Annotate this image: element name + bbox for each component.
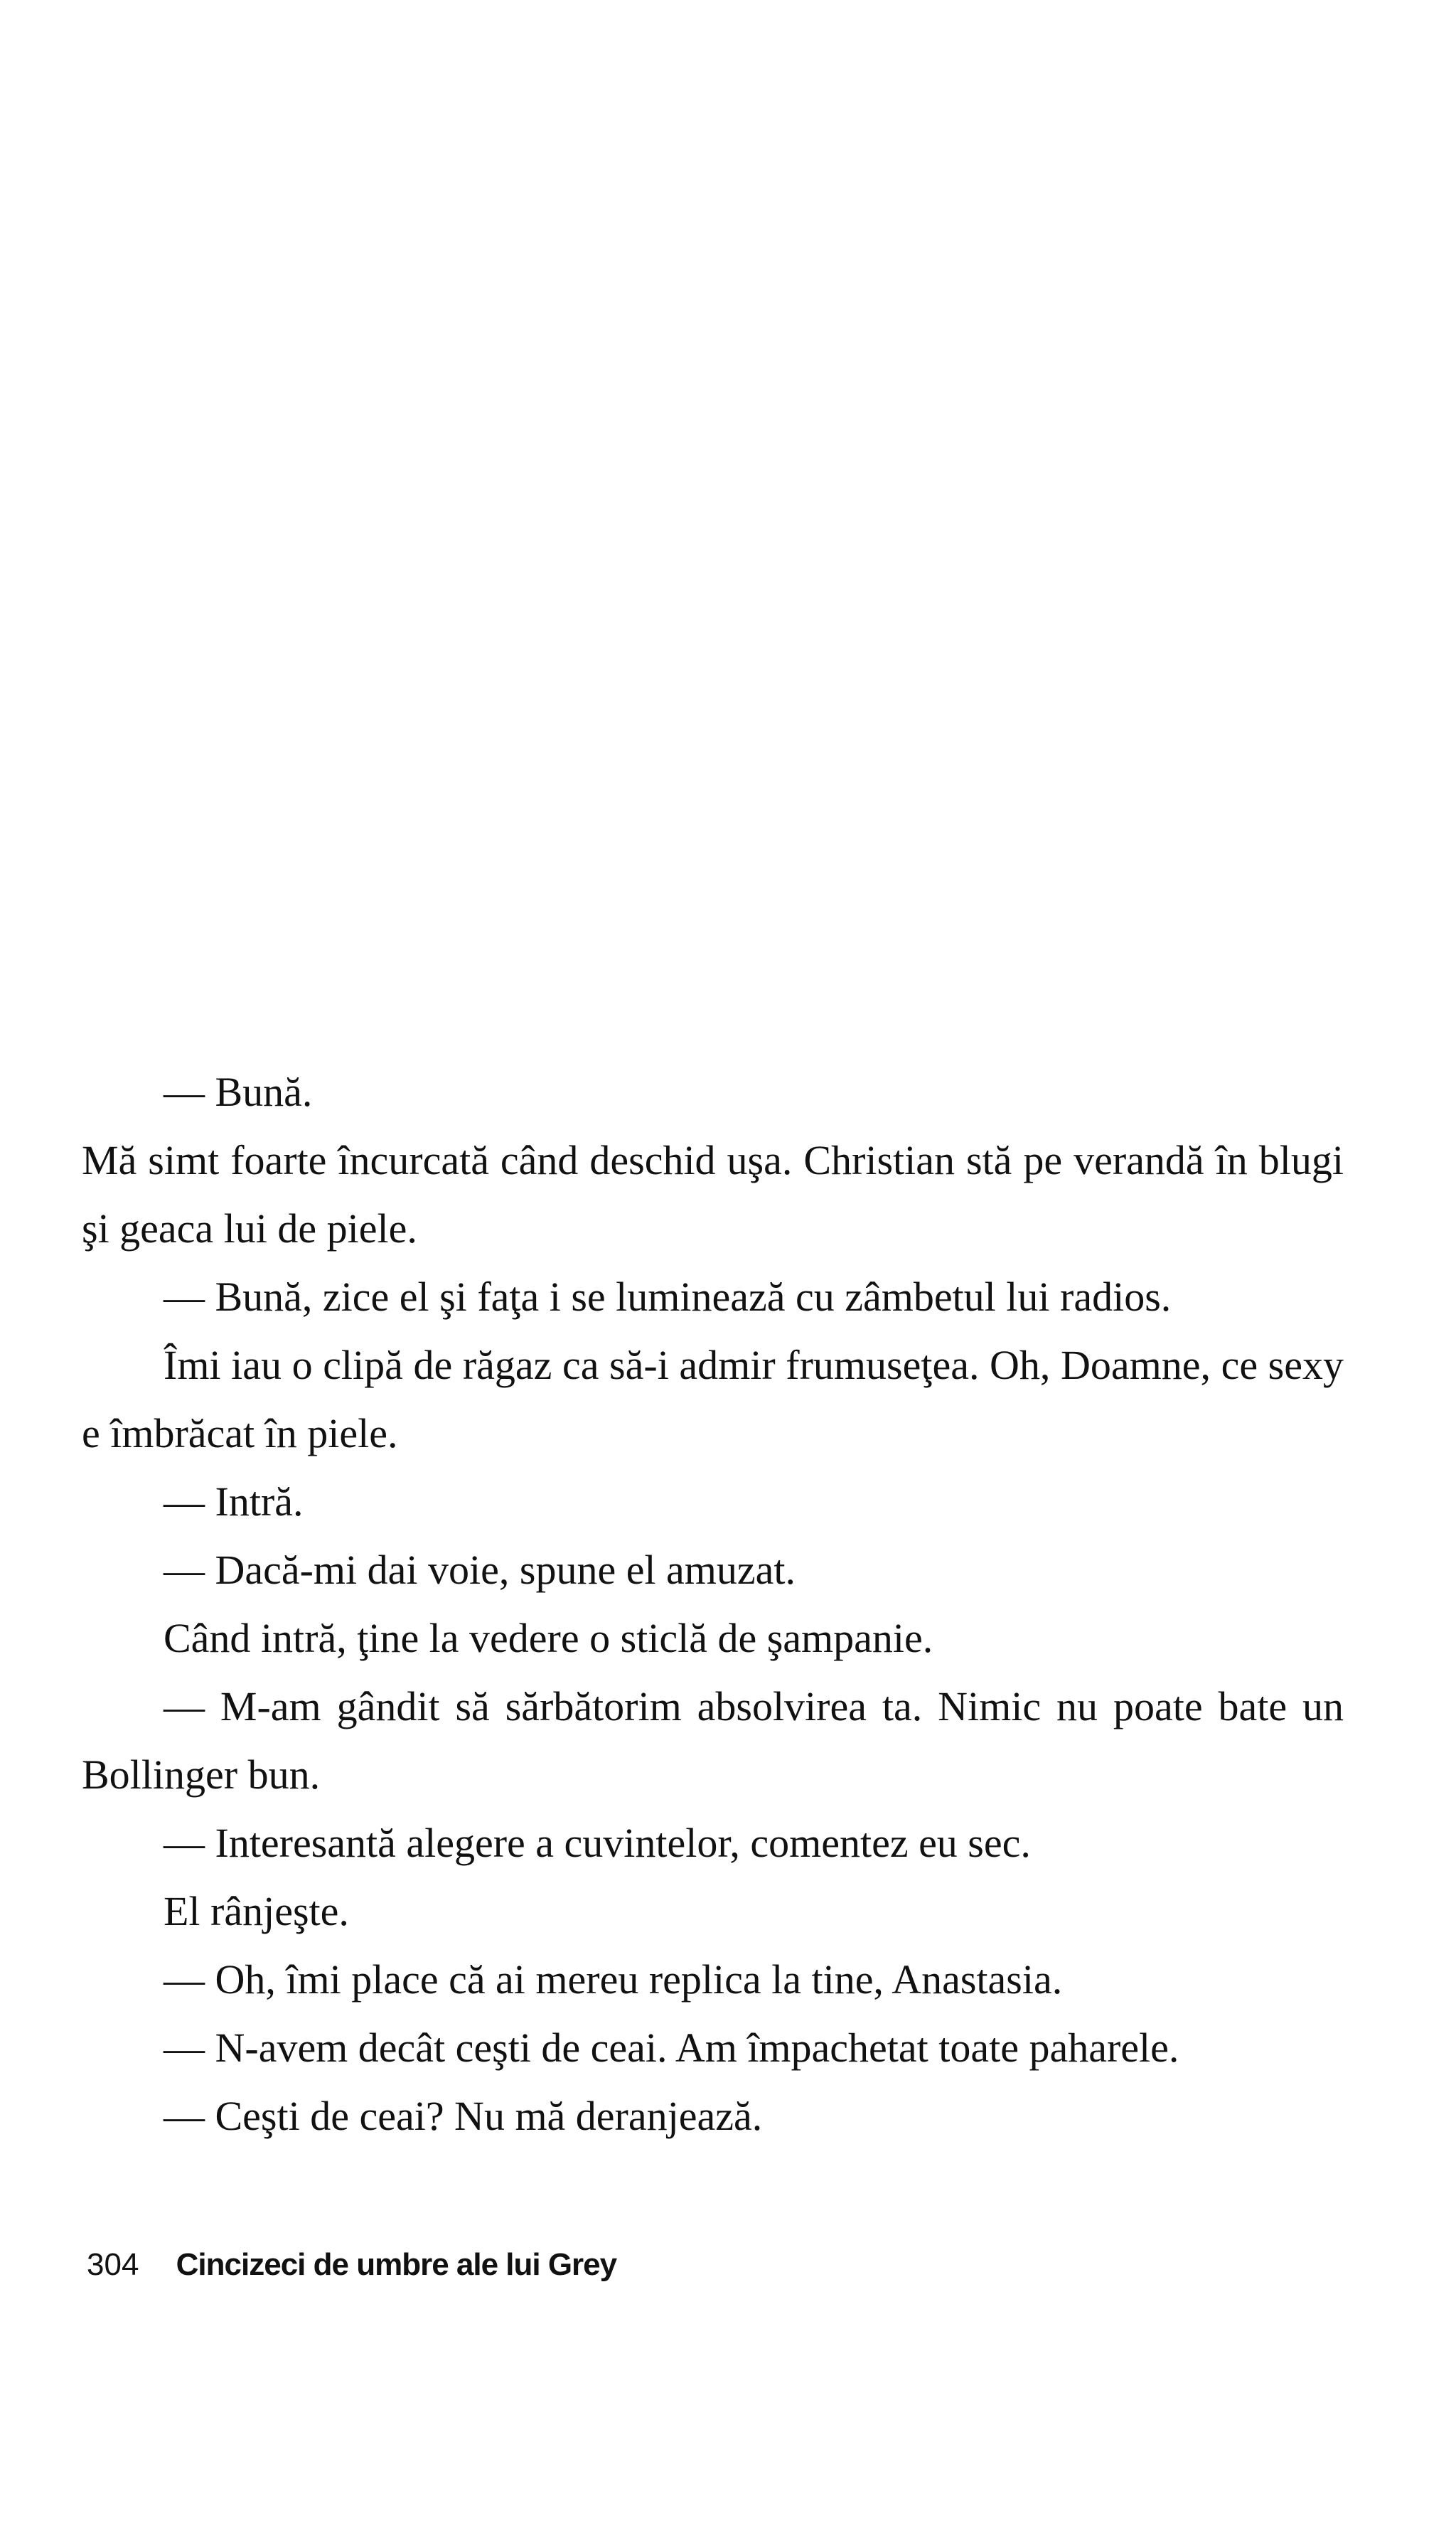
- page-number: 304: [87, 2247, 139, 2282]
- paragraph-2: Mă simt foarte încurcată când deschid uşa. Christian stă pe verandă în blugi şi geaca lui de piele.: [82, 1137, 1344, 1252]
- paragraph-12: — N-avem decât ceşti de ceai. Am împachetat toate paharele.: [164, 2025, 1179, 2071]
- paragraph-11: — Oh, îmi place că ai mereu replica la tine, Anastasia.: [164, 1956, 1063, 2003]
- paragraph-7: Când intră, ţine la vedere o sticlă de şampanie.: [164, 1615, 933, 1661]
- paragraph-3: — Bună, zice el şi faţa i se luminează cu zâmbetul lui radios.: [164, 1274, 1172, 1320]
- page-footer: [87, 2244, 616, 2286]
- paragraph-1: — Bună.: [164, 1069, 313, 1115]
- paragraph-4: Îmi iau o clipă de răgaz ca să-i admir frumuseţea. Oh, Doamne, ce sexy e îmbrăcat în piele.: [82, 1342, 1344, 1456]
- paragraph-13: — Ceşti de ceai? Nu mă deranjează.: [164, 2093, 763, 2139]
- paragraph-5: — Intră.: [164, 1478, 304, 1525]
- running-title: Cincizeci de umbre ale lui Grey: [176, 2247, 617, 2282]
- paragraph-9: — Interesantă alegere a cuvintelor, comentez eu sec.: [164, 1820, 1031, 1866]
- paragraph-10: El rânjeşte.: [164, 1888, 349, 1934]
- paragraph-8: — M-am gândit să sărbătorim absolvirea ta. Nimic nu poate bate un Bollinger bun.: [82, 1683, 1344, 1798]
- paragraph-6: — Dacă-mi dai voie, spune el amuzat.: [164, 1547, 796, 1593]
- body-text: [82, 1058, 1344, 2150]
